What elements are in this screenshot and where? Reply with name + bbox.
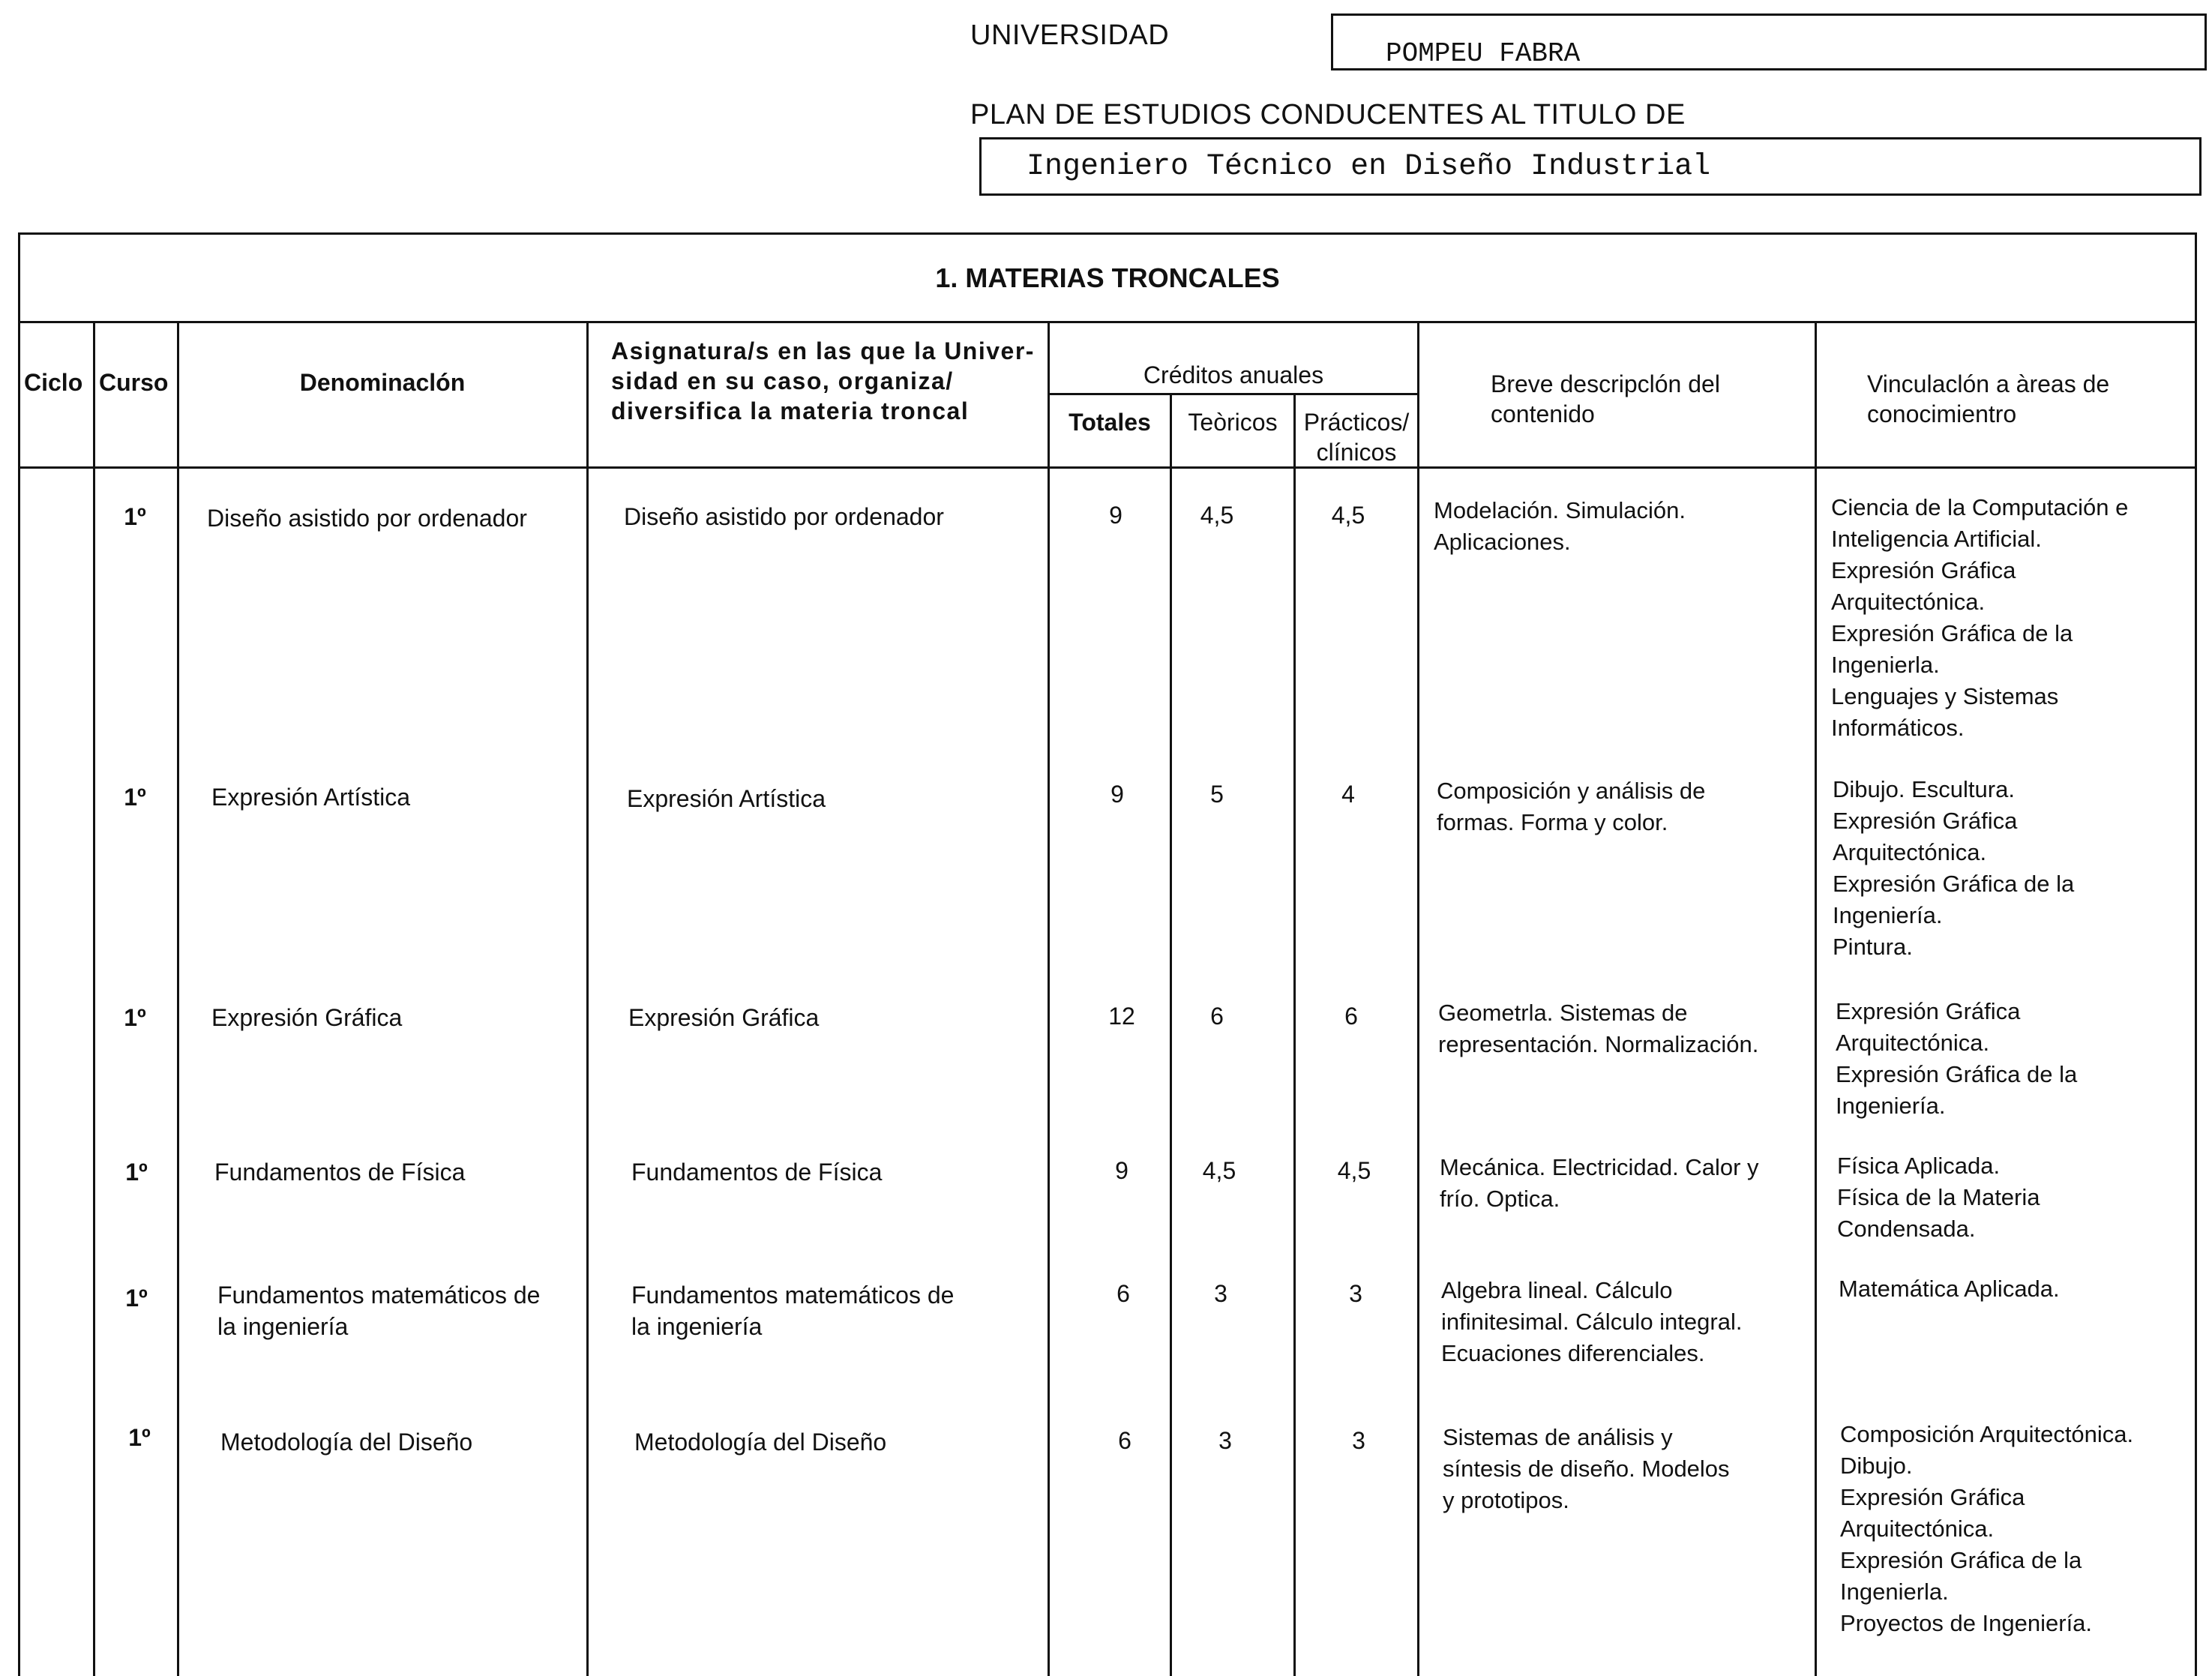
row-practicos: 3 (1349, 1280, 1362, 1307)
text-line: Física de la Materia (1837, 1184, 2040, 1210)
text-line: Sistemas de análisis y (1443, 1424, 1673, 1450)
rule (586, 321, 589, 1676)
text-line: la ingeniería (631, 1313, 763, 1340)
row-vinculacion (1831, 492, 2128, 744)
text-line: la ingeniería (217, 1313, 349, 1340)
row-denominacion (217, 1279, 585, 1342)
rule (177, 321, 179, 1676)
row-practicos: 6 (1344, 1003, 1358, 1030)
text-line: Inteligencia Artificial. (1831, 526, 2042, 552)
rule (93, 321, 95, 1676)
col-descripcion-line: contenido (1491, 400, 1595, 427)
universidad-value: POMPEU FABRA (1386, 38, 1581, 69)
row-totales: 9 (1109, 502, 1122, 529)
text-line: Metodología del Diseño (634, 1429, 887, 1456)
row-descripcion (1440, 1152, 1759, 1215)
plan-label: PLAN DE ESTUDIOS CONDUCENTES AL TITULO DE (970, 99, 1686, 130)
text-line: Fundamentos de Física (631, 1159, 883, 1186)
text-line: Expresión Gráfica (1833, 808, 2018, 834)
col-vinculacion (1867, 369, 2109, 429)
row-totales: 6 (1116, 1280, 1130, 1307)
row-curso: 1º (124, 1004, 146, 1031)
row-teoricos: 4,5 (1202, 1157, 1236, 1184)
text-line: Mecánica. Electricidad. Calor y (1440, 1154, 1759, 1180)
row-practicos: 4,5 (1337, 1157, 1371, 1184)
text-line: Proyectos de Ingeniería. (1840, 1610, 2093, 1636)
text-line: Dibujo. (1840, 1453, 1913, 1479)
col-descripcion-line: Breve descripclón del (1491, 370, 1720, 397)
text-line: Modelación. Simulación. (1434, 497, 1686, 523)
table-title: 1. MATERIAS TRONCALES (935, 262, 1280, 293)
rule (1170, 393, 1172, 1676)
rule (18, 466, 2197, 469)
row-denominacion (211, 1002, 402, 1033)
text-line: Arquitectónica. (1831, 589, 1986, 615)
text-line: Algebra lineal. Cálculo (1441, 1277, 1673, 1303)
row-denominacion (220, 1426, 472, 1458)
row-descripcion (1443, 1422, 1730, 1516)
text-line: Expresión Gráfica de la (1831, 620, 2073, 646)
row-practicos: 4,5 (1331, 502, 1365, 529)
row-descripcion (1438, 997, 1758, 1060)
row-curso: 1º (124, 784, 146, 811)
col-practicos-line: Prácticos/ (1303, 409, 1410, 436)
text-line: Aplicaciones. (1434, 529, 1571, 555)
row-descripcion (1437, 775, 1705, 838)
row-practicos: 3 (1352, 1427, 1365, 1454)
text-line: Arquitectónica. (1836, 1030, 1990, 1056)
text-line: Geometrla. Sistemas de (1438, 1000, 1688, 1026)
text-line: Ecuaciones diferenciales. (1441, 1340, 1705, 1366)
text-line: Expresión Gráfica de la (1836, 1061, 2078, 1087)
text-line: síntesis de diseño. Modelos (1443, 1456, 1730, 1482)
row-vinculacion (1833, 774, 2074, 963)
text-line: Composición y análisis de (1437, 778, 1706, 804)
col-asignatura-line: diversifica la materia troncal (611, 397, 970, 424)
rule (1048, 393, 1417, 395)
col-vinculacion-line: conocimientro (1867, 400, 2017, 427)
row-vinculacion (1836, 996, 2077, 1122)
row-vinculacion (1839, 1273, 2060, 1305)
text-line: frío. Optica. (1440, 1186, 1560, 1212)
col-practicos-line: clínicos (1316, 439, 1397, 466)
text-line: Ingeniería. (1833, 902, 1943, 928)
row-teoricos: 4,5 (1200, 502, 1234, 529)
text-line: Expresión Artística (627, 785, 826, 812)
text-line: Expresión Gráfica (1831, 557, 2016, 583)
text-line: representación. Normalización. (1438, 1031, 1759, 1057)
row-curso: 1º (125, 1285, 148, 1312)
rule (1048, 321, 1050, 1676)
col-denominacion: Denominaclón (299, 369, 466, 396)
rule (18, 321, 2197, 323)
text-line: infinitesimal. Cálculo integral. (1441, 1309, 1743, 1335)
col-vinculacion-line: Vinculaclón a àreas de (1867, 370, 2110, 397)
col-asignatura-line: sidad en su caso, organiza/ (611, 367, 954, 394)
text-line: Ingenierla. (1831, 652, 1940, 678)
row-practicos: 4 (1341, 781, 1355, 808)
row-teoricos: 6 (1210, 1003, 1224, 1030)
text-line: Diseño asistido por ordenador (624, 503, 944, 530)
row-asignatura (627, 783, 826, 814)
rule (1417, 321, 1419, 1676)
text-line: Condensada. (1837, 1216, 1976, 1242)
col-descripcion (1491, 369, 1720, 429)
text-line: Composición Arquitectónica. (1840, 1421, 2134, 1447)
row-vinculacion (1837, 1150, 2040, 1245)
titulo-value: Ingeniero Técnico en Diseño Industrial (1027, 150, 1711, 184)
text-line: y prototipos. (1443, 1487, 1569, 1513)
universidad-box (1331, 13, 2207, 70)
col-practicos (1296, 407, 1417, 467)
universidad-label: UNIVERSIDAD (970, 19, 1170, 51)
text-line: Expresión Gráfica (211, 1004, 403, 1031)
text-line: Lenguajes y Sistemas (1831, 683, 2059, 709)
col-creditos: Créditos anuales (1143, 361, 1324, 388)
col-ciclo: Ciclo (24, 369, 83, 396)
row-curso: 1º (124, 503, 146, 530)
row-teoricos: 3 (1214, 1280, 1227, 1307)
text-line: Arquitectónica. (1840, 1516, 1995, 1542)
row-asignatura (631, 1156, 882, 1188)
row-totales: 6 (1118, 1427, 1131, 1454)
row-descripcion (1441, 1275, 1742, 1369)
text-line: Matemática Aplicada. (1839, 1276, 2060, 1302)
text-line: Fundamentos matemáticos de (631, 1282, 955, 1309)
row-totales: 12 (1108, 1003, 1135, 1030)
rule (1815, 321, 1817, 1676)
text-line: Informáticos. (1831, 715, 1965, 741)
text-line: Ciencia de la Computación e (1831, 494, 2129, 520)
text-line: Ingeniería. (1836, 1093, 1946, 1119)
rule (1293, 393, 1296, 1676)
row-totales: 9 (1110, 781, 1124, 808)
row-asignatura (628, 1002, 819, 1033)
row-vinculacion (1840, 1419, 2133, 1639)
text-line: Expresión Gráfica (1840, 1484, 2025, 1510)
row-asignatura (631, 1279, 954, 1342)
text-line: Dibujo. Escultura. (1833, 776, 2015, 802)
col-totales: Totales (1069, 409, 1151, 436)
row-totales: 9 (1115, 1157, 1128, 1184)
text-line: Arquitectónica. (1833, 839, 1987, 865)
text-line: Fundamentos matemáticos de (217, 1282, 541, 1309)
row-asignatura (634, 1426, 886, 1458)
text-line: Expresión Artística (211, 784, 410, 811)
text-line: formas. Forma y color. (1437, 809, 1668, 835)
text-line: Física Aplicada. (1837, 1153, 2001, 1179)
row-curso: 1º (128, 1424, 151, 1451)
row-curso: 1º (125, 1159, 148, 1186)
col-asignatura (611, 336, 1035, 426)
row-denominacion (207, 502, 582, 534)
titulo-box (979, 137, 2202, 196)
row-teoricos: 5 (1210, 781, 1224, 808)
text-line: Fundamentos de Física (214, 1159, 466, 1186)
text-line: Expresión Gráfica de la (1840, 1547, 2082, 1573)
text-line: Metodología del Diseño (220, 1429, 473, 1456)
text-line: Expresión Gráfica de la (1833, 871, 2075, 897)
row-teoricos: 3 (1218, 1427, 1232, 1454)
text-line: Ingenierla. (1840, 1579, 1949, 1605)
text-line: Diseño asistido por ordenador (207, 505, 527, 532)
col-asignatura-line: Asignatura/s en las que la Univer- (611, 337, 1035, 364)
col-teoricos: Teòricos (1188, 409, 1278, 436)
row-denominacion (214, 1156, 465, 1188)
text-line: Expresión Gráfica (1836, 998, 2021, 1024)
text-line: Pintura. (1833, 934, 1913, 960)
col-curso: Curso (99, 369, 169, 396)
row-descripcion (1434, 495, 1686, 558)
row-asignatura (624, 501, 944, 532)
row-denominacion (211, 781, 410, 813)
text-line: Expresión Gráfica (628, 1004, 820, 1031)
